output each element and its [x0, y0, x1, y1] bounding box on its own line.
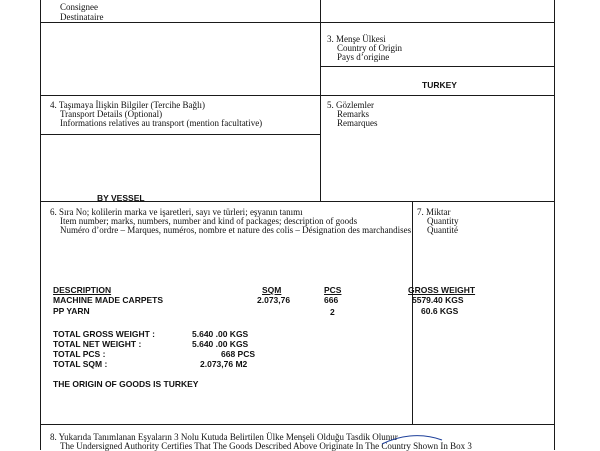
- goods-description-label-tr: 6. Sıra No; kolilerin marka ve işaretleri, sayı ve türleri; eşyanın tanımı: [50, 207, 303, 217]
- total-gross-weight-label: TOTAL GROSS WEIGHT :: [53, 329, 155, 339]
- quantity-label-fr: Quantité: [427, 225, 458, 235]
- row-divider-box3-bottom: [320, 66, 555, 67]
- row-divider-box8: [40, 424, 555, 425]
- goods-row-2-gross-weight: 60.6 KGS: [421, 306, 459, 316]
- total-sqm-value: 2.073,76 M2: [200, 359, 248, 369]
- total-net-weight-value: 5.640 .00 KGS: [192, 339, 249, 349]
- remarks-label-tr: 5. Gözlemler: [327, 100, 374, 110]
- goods-description-label-en: Item number; marks, numbers, number and kind of packages; description of goods: [60, 216, 358, 226]
- frame-left-border: [40, 0, 41, 450]
- country-of-origin-label-en: Country of Origin: [337, 43, 402, 53]
- row-divider-top: [40, 22, 555, 23]
- goods-row-1-pcs: 666: [324, 295, 339, 305]
- goods-row-1-gross-weight: 5579.40 KGS: [412, 295, 464, 305]
- total-gross-weight-value: 5.640 .00 KGS: [192, 329, 249, 339]
- total-net-weight-label: TOTAL NET WEIGHT :: [53, 339, 142, 349]
- goods-header-sqm: SQM: [262, 285, 282, 295]
- remarks-label-fr: Remarques: [337, 118, 378, 128]
- goods-description-label-fr: Numéro d’ordre – Marques, numéros, nombre et nature des colis – Désignation des marchandises: [60, 225, 412, 235]
- total-sqm-label: TOTAL SQM :: [53, 359, 108, 369]
- goods-header-gross-weight: GROSS WEIGHT: [408, 285, 476, 295]
- goods-row-2-pcs: 2: [330, 307, 335, 317]
- country-of-origin-label-tr: 3. Menşe Ülkesi: [327, 34, 386, 44]
- goods-header-description: DESCRIPTION: [53, 285, 112, 295]
- country-of-origin-label-fr: Pays d’origine: [337, 52, 390, 62]
- total-pcs-value: 668 PCS: [221, 349, 256, 359]
- goods-row-2-description: PP YARN: [53, 306, 90, 316]
- origin-statement: THE ORIGIN OF GOODS IS TURKEY: [53, 379, 199, 389]
- certification-label-en: The Undersigned Authority Certifies That The Goods Described Above Originate In The Country Shown In Box 3: [60, 441, 472, 451]
- transport-details-label-en: Transport Details (Optional): [60, 109, 163, 119]
- quantity-label-tr: 7. Miktar: [417, 207, 451, 217]
- row-divider-box4: [40, 95, 555, 96]
- row-divider-box4-mid: [40, 134, 320, 135]
- column-divider-upper: [320, 0, 321, 201]
- transport-details-label-tr: 4. Taşımaya İlişkin Bilgiler (Tercihe Bağlı): [50, 100, 206, 110]
- transport-details-value: BY VESSEL: [97, 193, 145, 203]
- certification-label-tr: 8. Yukarıda Tanımlanan Eşyaların 3 Nolu Kutuda Belirtilen Ülke Menşeli Olduğu Tasdik Olunur: [50, 432, 398, 442]
- goods-row-1-description: MACHINE MADE CARPETS: [53, 295, 164, 305]
- goods-row-1-sqm: 2.073,76: [257, 295, 291, 305]
- goods-header-pcs: PCS: [324, 285, 342, 295]
- transport-details-label-fr: Informations relatives au transport (mention facultative): [60, 118, 263, 128]
- remarks-label-en: Remarks: [337, 109, 369, 119]
- frame-right-border: [554, 0, 555, 450]
- consignee-label-fr: Destinataire: [60, 12, 104, 22]
- consignee-label-en: Consignee: [60, 2, 98, 12]
- pen-mark: [380, 428, 450, 450]
- quantity-label-en: Quantity: [427, 216, 459, 226]
- total-pcs-label: TOTAL PCS :: [53, 349, 106, 359]
- country-of-origin-value: TURKEY: [422, 80, 457, 90]
- column-divider-quantity: [412, 201, 413, 424]
